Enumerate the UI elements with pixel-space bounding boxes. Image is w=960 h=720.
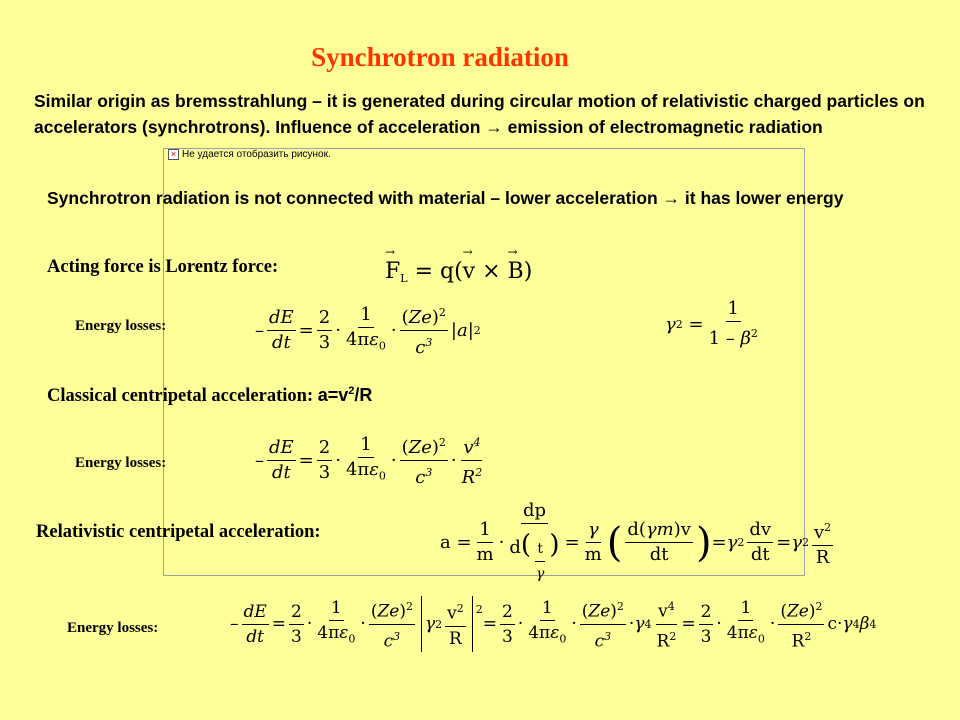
classical-formula-sup: 2 [348, 385, 355, 397]
page-title: Synchrotron radiation [311, 42, 569, 72]
energy-loss-formula-2: – dE dt = 2 3 · 1 $4\pi\varepsilon_0$ · $(Ze)^2$ $c^3$ · $v^4$ $R^2$ [255, 433, 483, 488]
classical-label [47, 385, 372, 407]
broken-image-icon: × [168, 149, 179, 160]
intro-paragraph: Similar origin as bremsstrahlung – it is generated during circular motion of relativistic charged particles on accelerators (synchrotrons). Influence of acceleration → emission of electromagnetic radiation [34, 91, 925, 137]
broken-image-placeholder [168, 149, 331, 160]
gamma-formula: γ 2 = 1 $1 - \beta^2$ [665, 298, 758, 349]
relativistic-formula: a = 1 m · dp d( $\frac{t}{\gamma}$ ) = γ m ( d(γm)v dt ) = γ 2 dv dt = γ 2 $v^2$ R [440, 500, 832, 582]
classical-formula-tail: /R [354, 385, 373, 405]
energy-losses-label-1: Energy losses: [75, 318, 167, 334]
classical-formula [318, 385, 373, 405]
energy-loss-formula-1: – dE dt = 2 3 · 1 $4\pi\varepsilon_0$ · $(Ze)^2$ $c^3$ | a | 2 [255, 303, 481, 358]
material-paragraph: Synchrotron radiation is not connected with material – lower acceleration → it has lower energy [47, 188, 844, 208]
energy-losses-label-3: Energy losses: [67, 620, 159, 636]
broken-image-text: Не удается отобразить рисунок. [182, 149, 331, 160]
lorentz-label: Acting force is Lorentz force: [47, 257, 279, 277]
energy-loss-formula-3: – dE dt = 2 3 · 1 $4\pi\varepsilon_0$ · $(Ze)^2$ $c^3$ γ 2 $v^2$ R $^2$ = 2 3 · 1 $4\pi\varepsilon_0$ · $(Ze)^2$ $c^3$ · γ 4 $v^4$ $R^2$ = 2 3 · 1 $4\pi\varepsilon_0$ · $(Ze)^2$ $R^2$ c· γ 4 β 4 [230, 596, 876, 652]
classical-label-text: Classical centripetal acceleration: [47, 386, 314, 406]
classical-formula-text: a=v [317, 385, 349, 405]
lorentz-formula: → F $_L$ = q( → v × → B ) [385, 258, 532, 285]
energy-losses-label-2: Energy losses: [75, 455, 167, 471]
relativistic-label: Relativistic centripetal acceleration: [36, 522, 321, 542]
